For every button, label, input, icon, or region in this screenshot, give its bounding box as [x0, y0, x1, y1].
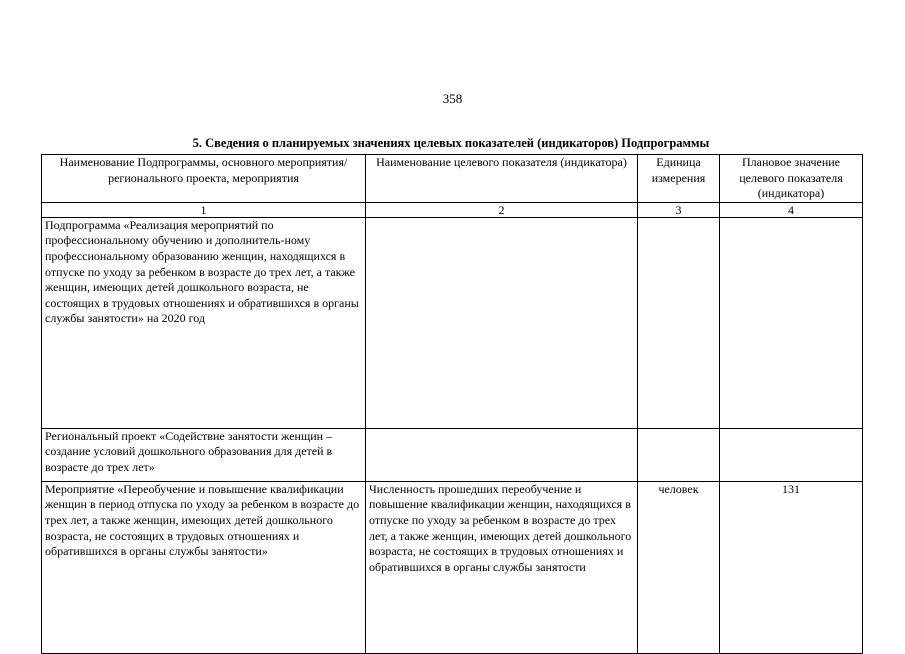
indicator-cell: [366, 428, 638, 481]
header-planned-value: Плановое значение целевого показателя (индикатора): [720, 155, 863, 203]
header-unit: Единица измерения: [638, 155, 720, 203]
value-cell: [720, 217, 863, 428]
column-number: 3: [638, 202, 720, 217]
table-header-row: [42, 155, 863, 203]
unit-cell: человек: [638, 481, 720, 653]
column-number-row: [42, 202, 863, 217]
unit-cell: [638, 217, 720, 428]
value-cell: [720, 428, 863, 481]
unit-cell: [638, 428, 720, 481]
target-indicators-table: [41, 154, 863, 654]
program-name-cell: Подпрограмма «Реализация мероприятий по профессиональному обучению и дополнитель-ному профессиональному образованию женщин, находящихся в отпуске по уходу за ребенком в возрасте до трех лет, а также женщин, имеющих детей дошкольного возраста, не состоящих в трудовых отношениях и обратившихся в органы службы занятости» на 2020 год: [42, 217, 366, 428]
column-number: 2: [366, 202, 638, 217]
table-row: [42, 217, 863, 428]
section-title: 5. Сведения о планируемых значениях целевых показателей (индикаторов) Подпрограммы: [192, 136, 710, 150]
page-number: 358: [442, 91, 463, 106]
indicator-cell: [366, 217, 638, 428]
program-name-cell: Мероприятие «Переобучение и повышение квалификации женщин в период отпуска по уходу за ребенком в возрасте до трех лет, а также женщин, имеющих детей дошкольного возраста, не состоящих в трудовых отношениях и обратившихся в органы службы занятости»: [42, 481, 366, 653]
column-number: 4: [720, 202, 863, 217]
table-row: [42, 481, 863, 653]
table-row: [42, 428, 863, 481]
column-number: 1: [42, 202, 366, 217]
header-indicator-name: Наименование целевого показателя (индикатора): [366, 155, 638, 203]
value-cell: 131: [720, 481, 863, 653]
indicator-cell: Численность прошедших переобучение и повышение квалификации женщин, находящихся в отпуске по уходу за ребенком в возрасте до трех лет, а также женщин, имеющих детей дошкольного возраста, не состоящих в трудовых отношениях и обратившихся в органы службы занятости: [366, 481, 638, 653]
program-name-cell: Региональный проект «Содействие занятости женщин – создание условий дошкольного образования для детей в возрасте до трех лет»: [42, 428, 366, 481]
header-program-name: Наименование Подпрограммы, основного мероприятия/ регионального проекта, мероприятия: [42, 155, 366, 203]
